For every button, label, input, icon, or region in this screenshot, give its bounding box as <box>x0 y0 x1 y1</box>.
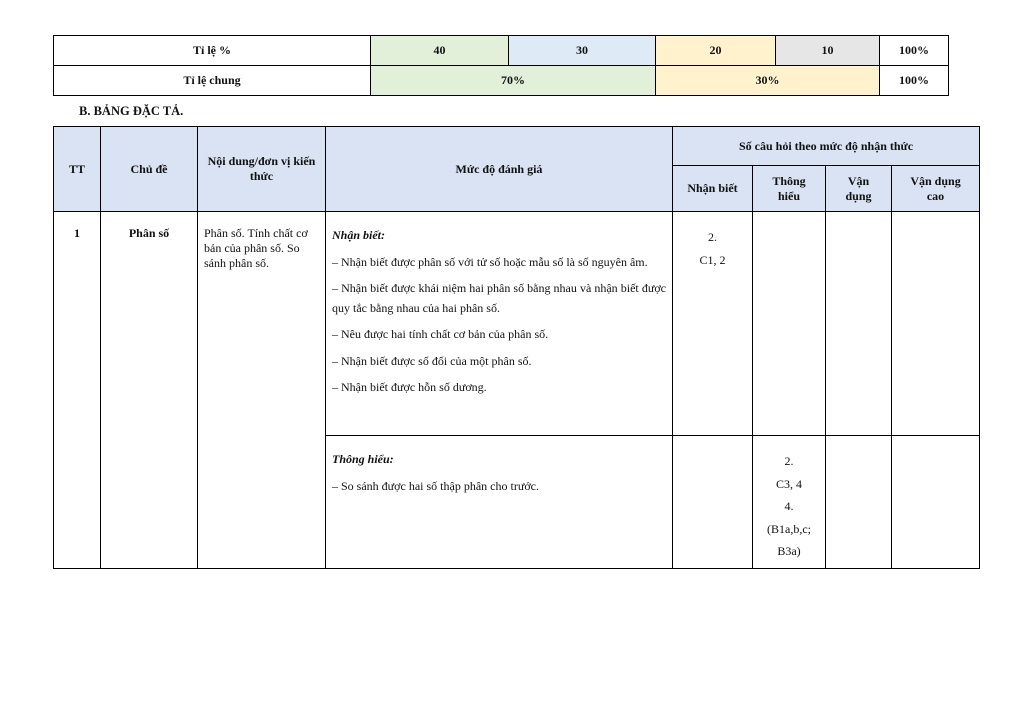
header-assessment-level: Mức độ đánh giá <box>326 127 673 212</box>
ratio-cell: 30 <box>509 36 656 66</box>
ratio-label: Tỉ lệ % <box>54 36 371 66</box>
row-content-unit: Phân số. Tính chất cơ bản của phân số. So sánh phân số. <box>198 212 326 569</box>
high-application-count-empty <box>892 212 980 436</box>
count-line: 2. <box>784 454 794 468</box>
count-line: C3, 4 <box>775 476 802 491</box>
ratio-total: 100% <box>880 36 949 66</box>
ratio-cell: 10 <box>776 36 880 66</box>
criterion-item: – Nhận biết được khái niệm hai phân số bằng nhau và nhận biết được quy tắc bằng nhau của hai phân số. <box>332 281 666 315</box>
count-line: 2. <box>708 230 717 244</box>
header-content-unit: Nội dung/đơn vị kiến thức <box>198 127 326 212</box>
ratio-row-overall <box>54 66 949 96</box>
criterion-item: – Nhận biết được số đối của một phân số. <box>332 353 532 368</box>
ratio-cell: 20 <box>656 36 776 66</box>
application-count-empty <box>826 436 892 569</box>
header-high-application: Vận dụng cao <box>892 166 980 212</box>
understanding-count-empty <box>753 212 826 436</box>
criterion-item: – Nêu được hai tính chất cơ bản của phân số. <box>332 327 549 341</box>
level-title: Nhận biết: <box>332 228 386 242</box>
spec-header-row <box>54 127 980 166</box>
row-tt: 1 <box>54 212 101 569</box>
count-line: (B1a,b,c; <box>767 521 811 536</box>
header-recognition: Nhận biết <box>673 166 753 212</box>
ratio-table <box>53 35 949 96</box>
ratio-row-percent <box>54 36 949 66</box>
level-title: Thông hiểu: <box>332 452 394 466</box>
header-question-count: Số câu hỏi theo mức độ nhận thức <box>673 127 980 166</box>
ratio-label: Tỉ lệ chung <box>54 66 371 96</box>
criterion-item: – Nhận biết được hỗn số dương. <box>332 380 487 394</box>
understanding-criteria <box>326 436 673 569</box>
ratio-cell: 70% <box>371 66 656 96</box>
header-understanding: Thông hiểu <box>753 166 826 212</box>
header-application: Vận dụng <box>826 166 892 212</box>
section-heading: B. BẢNG ĐẶC TẢ. <box>79 104 184 118</box>
header-tt: TT <box>54 127 101 212</box>
ratio-cell: 30% <box>656 66 880 96</box>
row-topic: Phân số <box>101 212 198 569</box>
high-application-count-empty <box>892 436 980 569</box>
spec-table <box>53 126 980 569</box>
recognition-count <box>673 212 753 436</box>
ratio-cell: 40 <box>371 36 509 66</box>
criterion-item: – So sánh được hai số thập phân cho trước. <box>332 478 539 493</box>
count-line: 4. <box>784 499 794 513</box>
header-topic: Chủ đề <box>101 127 198 212</box>
count-line: B3a) <box>777 544 801 558</box>
application-count-empty <box>826 212 892 436</box>
ratio-total: 100% <box>880 66 949 96</box>
spec-row-recognition <box>54 212 980 436</box>
recognition-criteria <box>326 212 673 436</box>
criterion-item: – Nhận biết được phân số với tử số hoặc mẫu số là số nguyên âm. <box>332 254 648 269</box>
understanding-count <box>753 436 826 569</box>
count-line: C1, 2 <box>699 252 726 267</box>
recognition-count-empty <box>673 436 753 569</box>
